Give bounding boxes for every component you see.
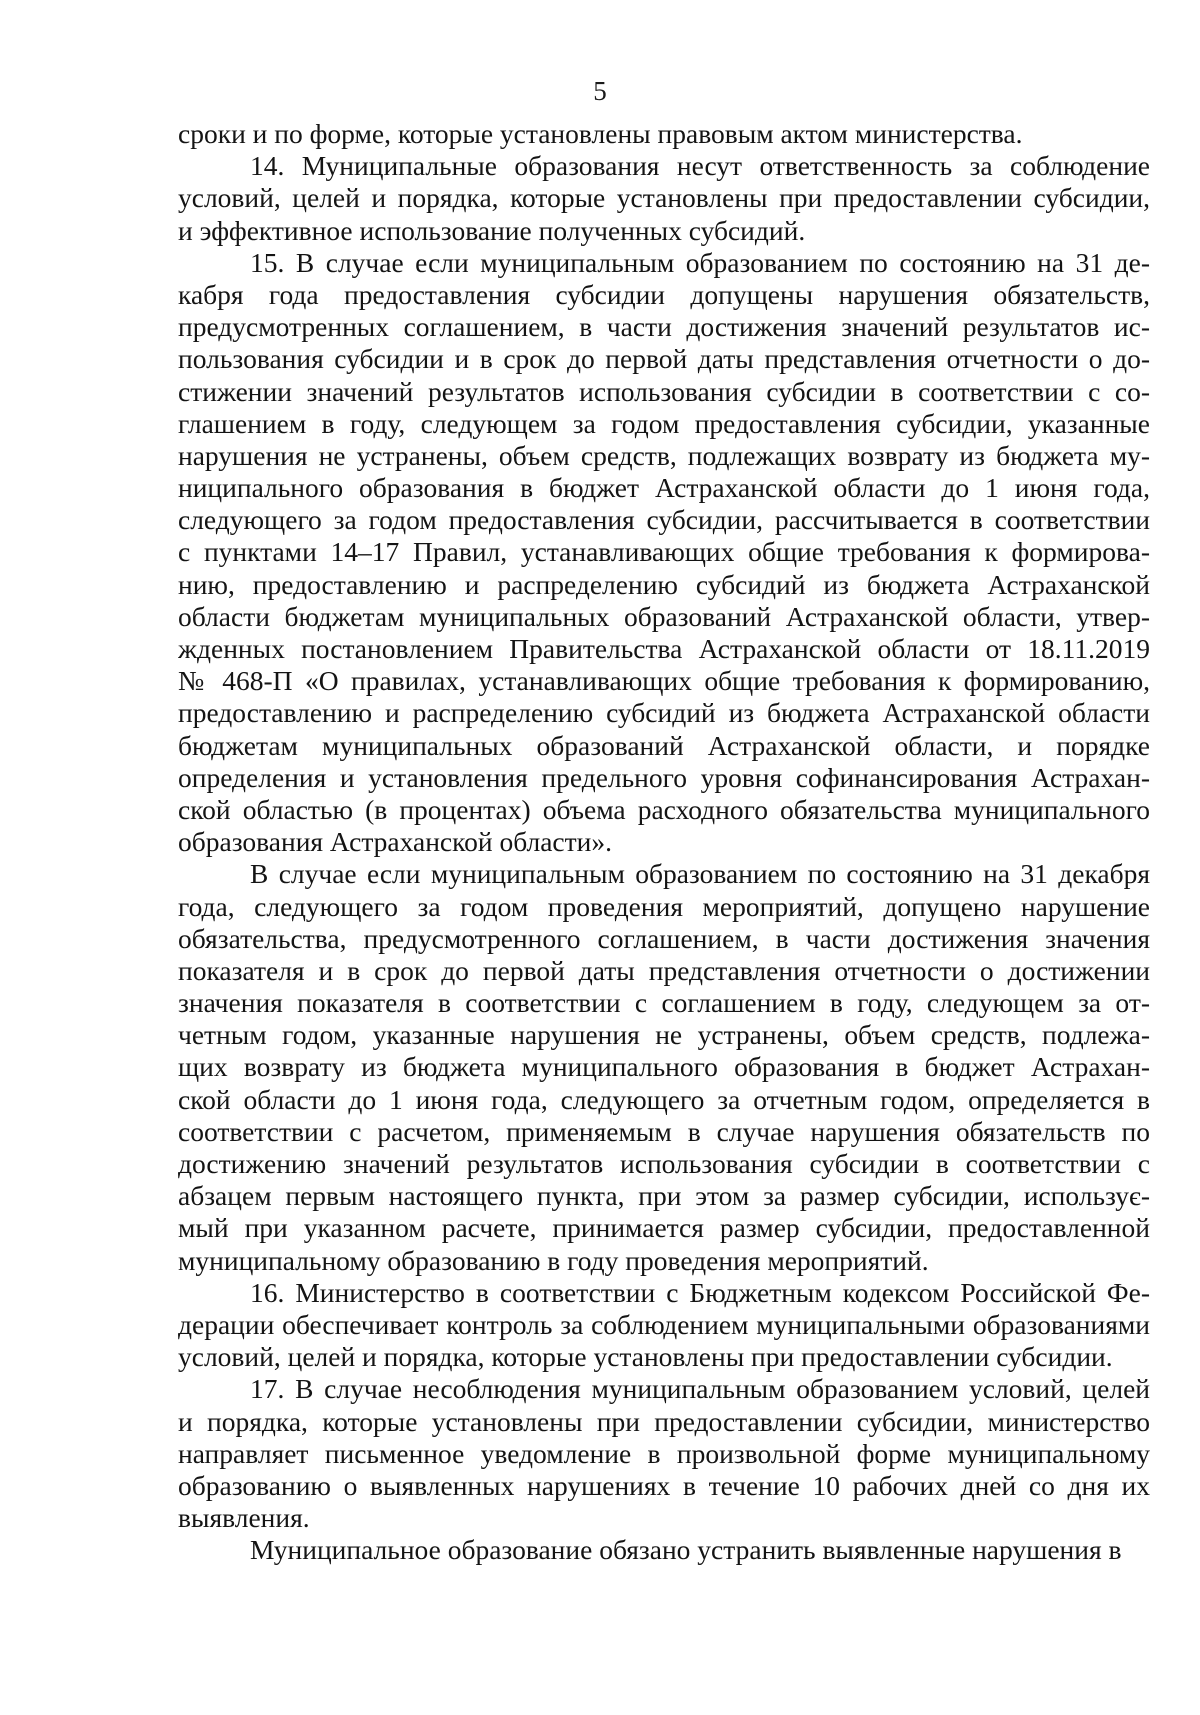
- text-line: условий, целей и порядка, которые установлены при предоставлении субсидии,: [178, 182, 1150, 214]
- text-line: стижении значений результатов использования субсидии в соответствии с со-: [178, 375, 1150, 407]
- text-line: В случае если муниципальным образованием по состоянию на 31 декабря: [250, 858, 1150, 890]
- text-line: с пунктами 14–17 Правил, устанавливающих общие требования к формирова-: [178, 536, 1150, 568]
- paragraph-15-second: [178, 858, 1150, 1276]
- text-line: жденных постановлением Правительства Астраханской области от 18.11.2019: [178, 633, 1150, 664]
- text-line: соответствии с расчетом, применяемым в случае нарушения обязательств по: [178, 1115, 1150, 1147]
- text-line: направляет письменное уведомление в произвольной форме муниципальному: [178, 1437, 1150, 1469]
- text-line: № 468-П «О правилах, устанавливающих общие требования к формированию,: [178, 665, 1150, 697]
- page-number: 5: [593, 76, 607, 106]
- text-line: глашением в году, следующем за годом предоставления субсидии, указанные: [178, 407, 1150, 439]
- text-line: дерации обеспечивает контроль за соблюдением муниципальными образованиями: [178, 1308, 1150, 1340]
- paragraph-continuation: [178, 118, 1150, 150]
- text-line: выявления.: [178, 1502, 310, 1534]
- paragraph-17-second: [178, 1534, 1150, 1566]
- paragraph-17: [178, 1373, 1150, 1534]
- text-line: ской области до 1 июня года, следующего за отчетным годом, определяется в: [178, 1083, 1150, 1115]
- text-line: 16. Министерство в соответствии с Бюджетным кодексом Российской Фе-: [250, 1276, 1150, 1308]
- text-line: 14. Муниципальные образования несут ответственность за соблюдение: [250, 150, 1150, 182]
- text-line: ской областью (в процентах) объема расходного обязательства муниципального: [178, 793, 1150, 825]
- text-line: предусмотренных соглашением, в части достижения значений результатов ис-: [178, 311, 1150, 343]
- text-line: 15. В случае если муниципальным образованием по состоянию на 31 де-: [250, 246, 1150, 278]
- paragraph-15: [178, 247, 1150, 859]
- text-line: определения и установления предельного уровня софинансирования Астрахан-: [178, 761, 1150, 793]
- paragraph-16: [178, 1277, 1150, 1374]
- text-line: Муниципальное образование обязано устранить выявленные нарушения в: [250, 1534, 1122, 1566]
- text-line: обязательства, предусмотренного соглашением, в части достижения значения: [178, 922, 1150, 954]
- text-line: следующего за годом предоставления субсидии, рассчитывается в соответствии: [178, 504, 1150, 536]
- text-line: мый при указанном расчете, принимается размер субсидии, предоставленной: [178, 1212, 1150, 1244]
- text-line: и эффективное использование полученных субсидий.: [178, 214, 806, 246]
- text-line: достижению значений результатов использования субсидии в соответствии с: [178, 1148, 1150, 1179]
- text-line: абзацем первым настоящего пункта, при этом за размер субсидии, использує-: [178, 1180, 1150, 1212]
- text-line: пользования субсидии и в срок до первой даты представления отчетности о до-: [178, 343, 1150, 375]
- text-line: года, следующего за годом проведения мероприятий, допущено нарушение: [178, 890, 1150, 922]
- text-line: щих возврату из бюджета муниципального образования в бюджет Астрахан-: [178, 1051, 1150, 1083]
- text-line: муниципальному образованию в году проведения мероприятий.: [178, 1244, 929, 1276]
- text-line: ниципального образования в бюджет Астраханской области до 1 июня года,: [178, 472, 1150, 504]
- text-line: образованию о выявленных нарушениях в течение 10 рабочих дней со дня их: [178, 1469, 1150, 1501]
- document-body: [178, 118, 1150, 1566]
- text-line: четным годом, указанные нарушения не устранены, объем средств, подлежа-: [178, 1019, 1150, 1051]
- text-line: образования Астраханской области».: [178, 826, 612, 858]
- text-line: 17. В случае несоблюдения муниципальным образованием условий, целей: [250, 1373, 1150, 1405]
- text-line: условий, целей и порядка, которые установлены при предоставлении субсидии.: [178, 1341, 1113, 1373]
- text-line: сроки и по форме, которые установлены правовым актом министерства.: [178, 118, 1023, 149]
- text-line: нарушения не устранены, объем средств, подлежащих возврату из бюджета му-: [178, 439, 1150, 471]
- text-line: значения показателя в соответствии с соглашением в году, следующем за от-: [178, 987, 1150, 1019]
- text-line: показателя и в срок до первой даты представления отчетности о достижении: [178, 954, 1150, 986]
- text-line: кабря года предоставления субсидии допущены нарушения обязательств,: [178, 278, 1150, 310]
- text-line: и порядка, которые установлены при предоставлении субсидии, министерство: [178, 1405, 1150, 1437]
- text-line: предоставлению и распределению субсидий из бюджета Астраханской области: [178, 697, 1150, 729]
- paragraph-14: [178, 150, 1150, 247]
- text-line: нию, предоставлению и распределению субсидий из бюджета Астраханской: [178, 568, 1150, 600]
- text-line: бюджетам муниципальных образований Астраханской области, и порядке: [178, 729, 1150, 761]
- text-line: области бюджетам муниципальных образований Астраханской области, утвер-: [178, 600, 1150, 632]
